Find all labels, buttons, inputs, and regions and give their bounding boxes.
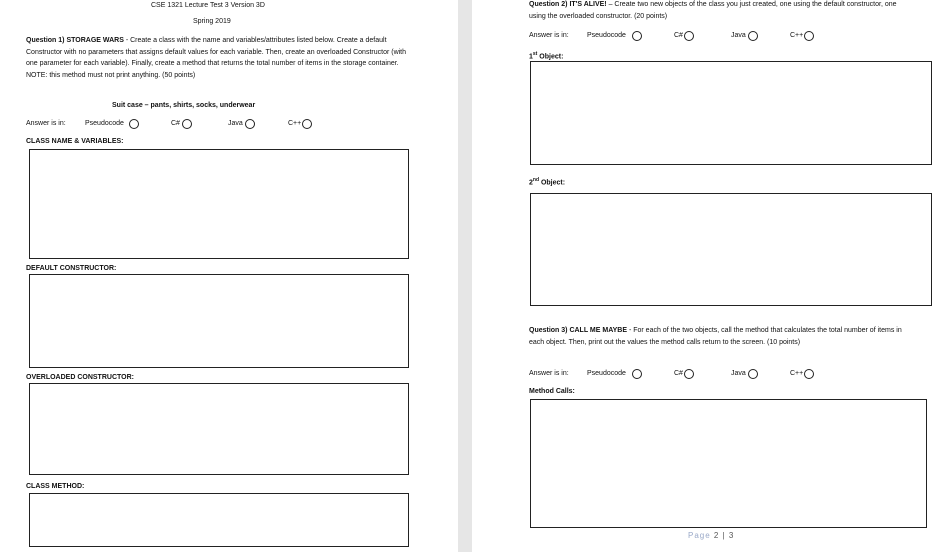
q2-answer-label: Answer is in: xyxy=(529,32,569,39)
class-name-answer-box[interactable] xyxy=(29,149,409,259)
question-1-title: Question 1) STORAGE WARS xyxy=(26,37,124,44)
q3-option-pseudocode-radio[interactable] xyxy=(632,369,642,379)
option-pseudocode-label: Pseudocode xyxy=(85,120,124,127)
course-header: CSE 1321 Lecture Test 3 Version 3D xyxy=(151,2,265,9)
q2-option-csharp-label: C# xyxy=(674,32,683,39)
second-object-label: 2nd Object: xyxy=(529,177,566,187)
q3-option-java-radio[interactable] xyxy=(748,369,758,379)
question-1-body: - Create a class with the name and variables/attributes listed below. Create a default Constructor with no parameters that assigns default values for each variable. Then, create an overloaded Constructor (with one parameter for each variable). Finally, create a method that returns the total number of items in the storage container. NOTE: this method must not print anything. (50 points) xyxy=(26,37,407,80)
method-calls-answer-box[interactable] xyxy=(530,399,927,528)
overloaded-constructor-answer-box[interactable] xyxy=(29,383,409,475)
page-1 xyxy=(0,0,458,552)
section-class-name-label: CLASS NAME & VARIABLES: xyxy=(26,138,124,145)
default-constructor-answer-box[interactable] xyxy=(29,274,409,368)
question-3-text xyxy=(529,325,904,348)
method-calls-label: Method Calls: xyxy=(529,388,575,395)
question-2-text xyxy=(529,0,909,22)
term-header: Spring 2019 xyxy=(193,18,231,25)
class-spec: Suit case – pants, shirts, socks, underwear xyxy=(112,102,256,109)
answer-label: Answer is in: xyxy=(26,120,66,127)
first-object-answer-box[interactable] xyxy=(530,61,932,165)
q2-option-pseudocode-radio[interactable] xyxy=(632,31,642,41)
option-csharp-radio[interactable] xyxy=(182,119,192,129)
first-object-label: 1st Object: xyxy=(529,51,564,61)
option-cpp-radio[interactable] xyxy=(302,119,312,129)
question-1-text xyxy=(26,35,406,82)
q2-option-cpp-label: C++ xyxy=(790,32,804,39)
question-2-body: – Create two new objects of the class you just created, one using the default constructor, one using the overloaded constructor. (20 points) xyxy=(529,1,897,20)
option-csharp-label: C# xyxy=(171,120,180,127)
q3-option-csharp-label: C# xyxy=(674,370,683,377)
q2-option-java-radio[interactable] xyxy=(748,31,758,41)
q2-option-java-label: Java xyxy=(731,32,746,39)
option-java-label: Java xyxy=(228,120,243,127)
q3-option-cpp-label: C++ xyxy=(790,370,804,377)
option-java-radio[interactable] xyxy=(245,119,255,129)
page-2 xyxy=(472,0,940,552)
question-3-body: - For each of the two objects, call the method that calculates the total number of items in each object. Then, print out the values the method calls return to the screen. (10 points) xyxy=(529,327,902,346)
class-method-answer-box[interactable] xyxy=(29,493,409,547)
second-object-answer-box[interactable] xyxy=(530,193,932,306)
q2-option-csharp-radio[interactable] xyxy=(684,31,694,41)
question-3-title: Question 3) CALL ME MAYBE xyxy=(529,327,628,334)
q3-option-pseudocode-label: Pseudocode xyxy=(587,370,626,377)
q3-option-csharp-radio[interactable] xyxy=(684,369,694,379)
q3-answer-label: Answer is in: xyxy=(529,370,569,377)
question-2-title: Question 2) IT'S ALIVE! xyxy=(529,1,607,8)
q3-option-java-label: Java xyxy=(731,370,746,377)
section-class-method-label: CLASS METHOD: xyxy=(26,483,85,490)
q2-option-pseudocode-label: Pseudocode xyxy=(587,32,626,39)
option-cpp-label: C++ xyxy=(288,120,302,127)
q2-option-cpp-radio[interactable] xyxy=(804,31,814,41)
option-pseudocode-radio[interactable] xyxy=(129,119,139,129)
q3-option-cpp-radio[interactable] xyxy=(804,369,814,379)
page-number: Page 2 | 3 xyxy=(688,531,735,540)
section-default-constructor-label: DEFAULT CONSTRUCTOR: xyxy=(26,265,117,272)
section-overloaded-constructor-label: OVERLOADED CONSTRUCTOR: xyxy=(26,374,134,381)
